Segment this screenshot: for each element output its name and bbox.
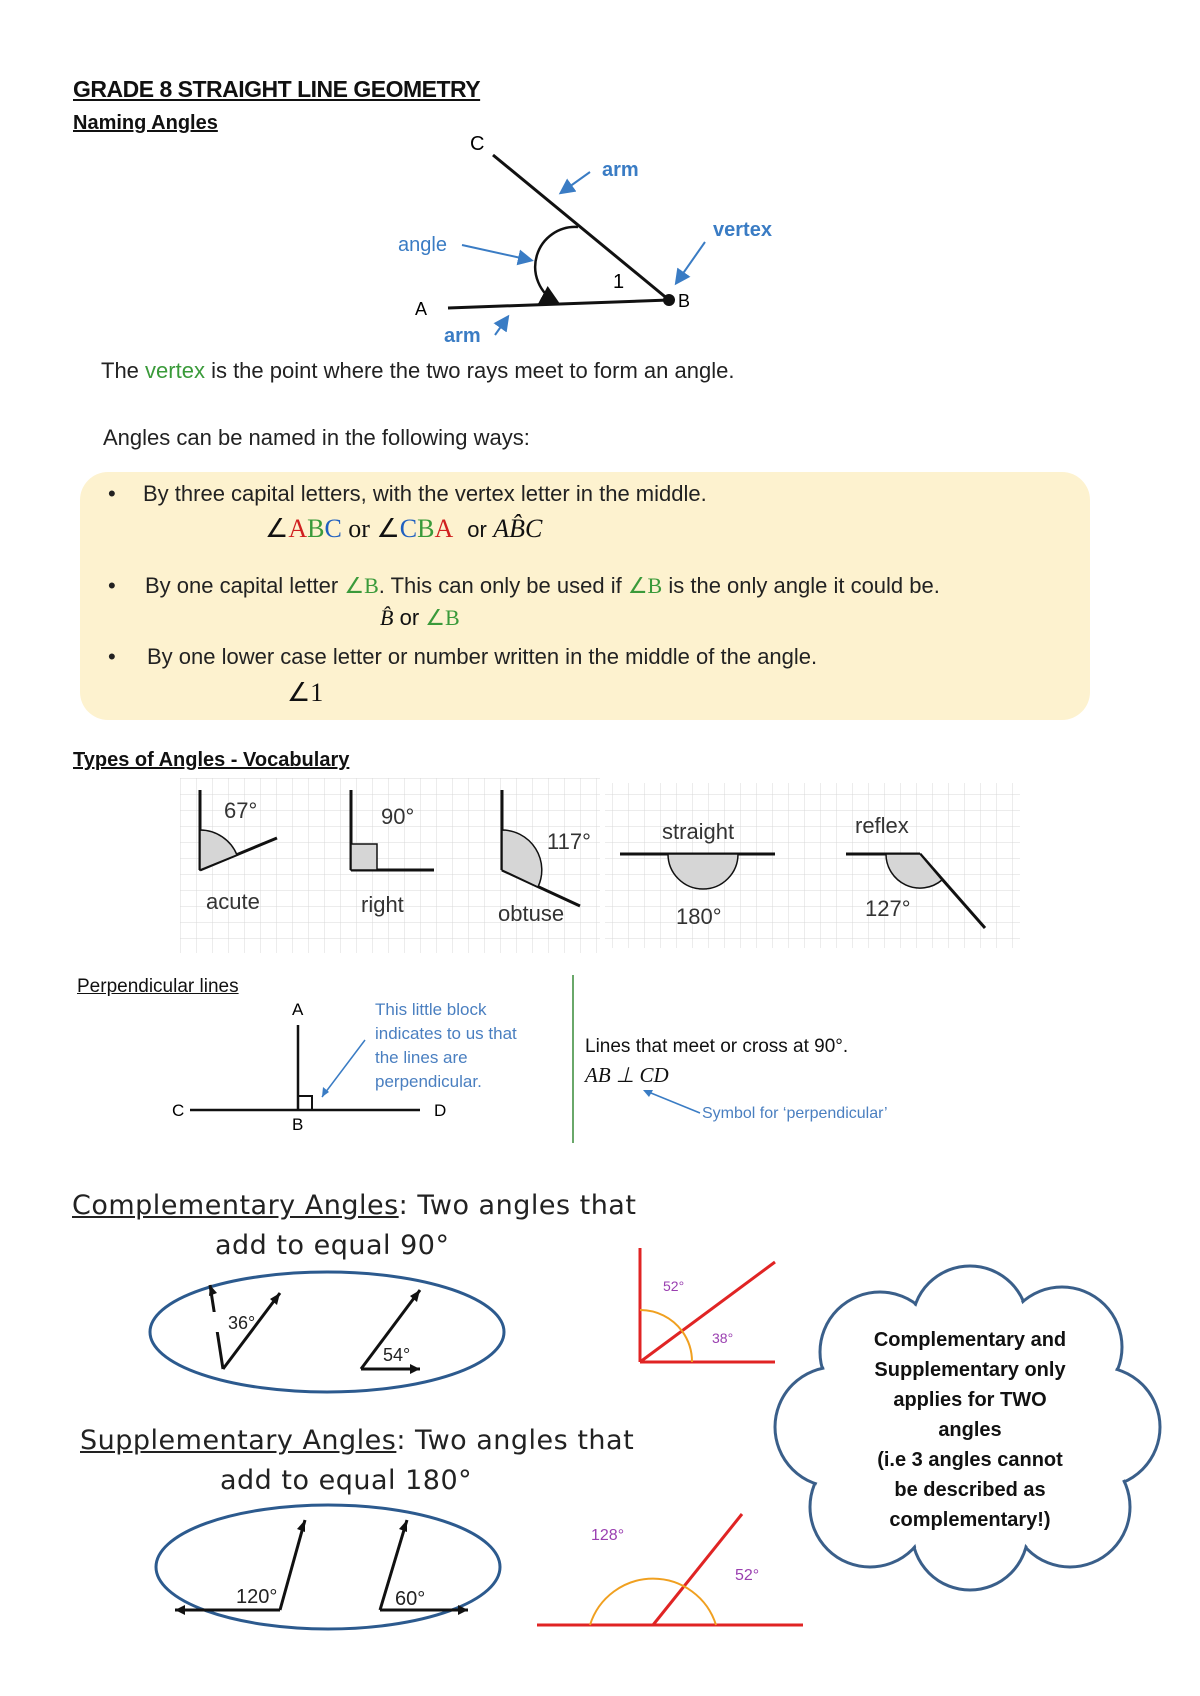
perp-symbol-note: Symbol for ‘perpendicular’ (702, 1105, 888, 1122)
arm-bottom-arrow (495, 318, 507, 335)
label-one: 1 (613, 271, 625, 293)
complementary-subheading: add to equal 90° (215, 1230, 450, 1261)
cloud-note: Complementary and Supplementary only applies for TWO angles (i.e 3 angles cannot be described as complementary!) (873, 1329, 1067, 1531)
supp-angle-1: 120° (236, 1586, 278, 1608)
arm-top-arrow (562, 172, 590, 192)
obtuse-label: obtuse (498, 901, 565, 926)
right-label: right (361, 892, 404, 917)
reflex-label: reflex (855, 813, 909, 838)
perp-label-d: D (434, 1101, 447, 1120)
comp-angle-2: 54° (383, 1345, 411, 1365)
grid-panel (605, 783, 1020, 948)
arm-bc-line (493, 155, 669, 300)
label-arm-top: arm (602, 159, 639, 181)
perp-label-b: B (292, 1115, 304, 1130)
acute-degrees: 67° (224, 798, 258, 823)
perp-square (298, 1096, 312, 1110)
label-b: B (678, 291, 691, 311)
bullet-dot: • (108, 644, 116, 669)
comp-angle-1: 36° (228, 1313, 256, 1333)
arm-ab-line (448, 300, 669, 308)
acute-label: acute (206, 889, 260, 914)
page-title: GRADE 8 STRAIGHT LINE GEOMETRY (73, 76, 481, 102)
perp-label-a: A (292, 1000, 304, 1019)
orange-arc (590, 1579, 716, 1625)
right-degrees: 90° (381, 804, 415, 829)
bullet-three-letters: By three capital letters, with the vertex letter in the middle. (143, 481, 707, 506)
vertex-point (663, 294, 675, 306)
label-vertex: vertex (713, 219, 772, 241)
straight-degrees: 180° (676, 904, 722, 929)
example-one-capital: B̂ or ∠B (380, 605, 460, 630)
bullet-lower-case: By one lower case letter or number written in the middle of the angle. (147, 644, 818, 669)
angle-types-figure (180, 778, 1030, 953)
supplementary-red-figure (535, 1510, 805, 1635)
label-arm-bottom: arm (444, 325, 481, 347)
supp-angle-2: 60° (395, 1588, 426, 1610)
bullet-dot: • (108, 481, 116, 506)
red-line (653, 1514, 742, 1625)
straight-label: straight (662, 819, 735, 844)
supplementary-subheading: add to equal 180° (220, 1465, 473, 1496)
angle-diagram (380, 130, 800, 350)
red-angle-a: 52° (663, 1278, 685, 1294)
red-angle-b: 52° (735, 1567, 760, 1584)
orange-arc (640, 1310, 682, 1331)
divider (572, 975, 574, 1143)
vertex-arrow (677, 242, 705, 282)
supp-arm (280, 1520, 305, 1610)
angle-arrow (462, 245, 530, 260)
complementary-red-figure (630, 1240, 780, 1370)
label-angle: angle (398, 234, 447, 256)
perp-note: This little block indicates to us that the lines are perpendicular. (375, 1000, 517, 1091)
red-angle-b: 38° (712, 1330, 734, 1346)
perp-notation: AB ⊥ CD (585, 1063, 669, 1087)
perp-definition: Lines that meet or cross at 90°. (585, 1036, 849, 1057)
complementary-heading: Complementary Angles: Two angles that (72, 1190, 637, 1221)
orange-arc (682, 1331, 692, 1362)
obtuse-degrees: 117° (547, 829, 591, 854)
reflex-degrees: 127° (865, 896, 911, 921)
label-c: C (470, 133, 485, 155)
bullet-one-capital: By one capital letter ∠B. This can only be used if ∠B is the only angle it could be. (145, 573, 940, 598)
types-heading: Types of Angles - Vocabulary (73, 749, 350, 771)
angle-arc (535, 227, 578, 302)
red-line (640, 1262, 775, 1362)
naming-angles-heading: Naming Angles (73, 112, 218, 134)
vertex-definition: The vertex is the point where the two rays meet to form an angle. (101, 358, 735, 383)
supplementary-ellipse-figure (150, 1500, 510, 1635)
bullet-dot: • (108, 573, 116, 598)
right-angle-square (351, 844, 377, 870)
naming-intro: Angles can be named in the following ways: (103, 425, 530, 450)
perp-label-c: C (172, 1101, 185, 1120)
supplementary-heading: Supplementary Angles: Two angles that (80, 1425, 635, 1456)
example-three-letters: ∠ABC or ∠CBA or AB̂C (265, 514, 543, 543)
complementary-ellipse-figure (145, 1265, 510, 1400)
example-lower-case: ∠1 (287, 678, 324, 707)
red-angle-a: 128° (591, 1527, 625, 1544)
perpendicular-heading: Perpendicular lines (77, 976, 239, 997)
label-a: A (415, 299, 428, 319)
perp-note-arrow (322, 1040, 365, 1097)
